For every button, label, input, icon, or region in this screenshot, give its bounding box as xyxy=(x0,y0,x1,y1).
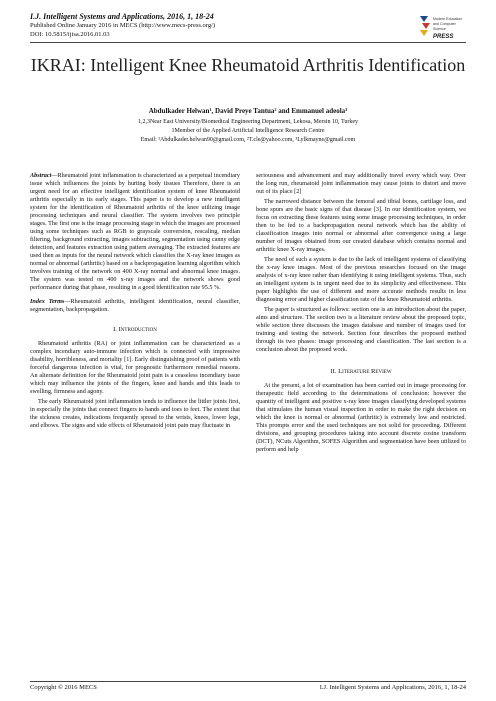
logo-text-3: Science xyxy=(433,27,446,31)
intro-heading: I. Introduction xyxy=(113,326,157,333)
abstract xyxy=(30,172,240,292)
doi-line[interactable]: DOI: 10.5815/ijisa.2016.01.03 xyxy=(30,31,110,38)
logo-text-1: Modern Education xyxy=(433,17,463,21)
abstract-label: Abstract xyxy=(30,172,52,179)
intro-paragraph-5: The need of such a system is due to the lack of intelligent systems of classifying the x-ray knee images. Most of the previous researches focused on the image analysis of x-ray knee rather than identifying it using intelligent systems. Thus, such an intelligent system is in urgent need due to its simplicity and effectiveness. This paper highlights the use of different and more accurate methods results in less diagnosing error and higher classification rate of the knee Rheumatoid arthritis. xyxy=(256,256,466,303)
intro-paragraph-4: The narrowed distance between the femoral and tibial bones, cartilage loss, and bone spurs are the basic signs of that disease [3]. In our identification system, we focus on extracting these features using some image processing techniques, in order then to be fed to a backpropagation neural network which has the ability of classification images into normal or abnormal after convergence using a large number of images obtained from our created database which contains normal and arthritic knee X-ray images. xyxy=(256,198,466,253)
affiliation-member: 1Member of the Applied Artificial Intelligence Research Centre xyxy=(171,128,325,134)
footer-rule xyxy=(30,681,466,682)
intro-paragraph-2: The early Rheumatoid joint inflammation tends to influence the littler joints first, in especially the joints that connect fingers to hands and toes to feet. The extent that the sickness creates, indications frequently spread to the wrists, knees, lower legs, and elbows. The signs and side effects of Rheumatoid joint pain may fluctuate in xyxy=(30,398,240,429)
intro-paragraph-6: The paper is structured as follows: section one is an introduction about the paper, aims and structure. The section two is a literature review about the proposed topic, while section three discusses the images database and number of images used for training and testing the network. Section four describes the proposed method through its two phases: image processing and classification. The last section is a conclusion about the proposed work. xyxy=(256,306,466,353)
journal-volume: 2016, 1, 18-24 xyxy=(167,12,214,21)
published-line[interactable]: Published Online January 2016 in MECS (http://www.mecs-press.org/) xyxy=(30,22,216,29)
literature-heading: II. Literature Review xyxy=(330,368,392,375)
journal-name: I.J. Intelligent Systems and Applications, xyxy=(30,12,166,21)
mecs-logo xyxy=(418,12,468,46)
logo-text-press: PRESS xyxy=(433,34,454,40)
header-rule xyxy=(30,42,466,43)
index-terms xyxy=(30,298,240,314)
index-terms-text: —Rheumatoid arthritis, intelligent identification, neural classifier, segmentation, backpropagation. xyxy=(30,298,240,313)
footer-copyright: Copyright © 2016 MECS xyxy=(30,684,97,691)
affiliation-dept: 1,2,3Near East University/Biomedical Engineering Department, Lekosa, Mersin 10, Turkey xyxy=(137,119,359,125)
authors: Abdulkader Helwan¹, David Preye Tantua² and Emmanuel adeola³ xyxy=(148,107,348,115)
paper-title: IKRAI: Intelligent Knee Rheumatoid Arthritis Identification xyxy=(30,55,466,75)
abstract-text: —Rheumatoid joint inflammation is characterized as a perpetual incendiary issue which influences the joints by hurting body tissues Therefore, there is an urgent need for an effective intelligent identification system of knee Rheumatoid arthritis especially in its early stages. This paper is to develop a new intelligent system for the identification of Rheumatoid arthritis of the knee utilizing image processing techniques and neural classifier. The system involves two principle stages. The first one is the image processing stage in which the images are processed using some techniques such as RGB to grayscale conversion, rescaling, median filtering, background extracting, images subtracting, segmentation using canny edge detection, and features extraction using pattern averaging. The extracted features are used then as inputs for the neural network which classifies the X-ray knee images as normal or abnormal (arthritic) based on a backpropagation learning algorithm which involves training of the network on 400 X-ray normal and abnormal knee images. The system was tested on 400 x-ray images and the network shows good performance during that phase, resulting in a good identification rate 95.5 %. xyxy=(30,172,240,291)
logo-text-2: and Computer xyxy=(433,22,456,26)
footer-citation: I.J. Intelligent Systems and Applications, 2016, 1, 18-24 xyxy=(319,684,466,691)
index-terms-label: Index Terms xyxy=(30,298,65,305)
literature-paragraph-1: At the present, a lot of examination has been carried out in image processing for therapeutic field according to the determinations of conclusion: however the quantity of intelligent and positive x-ray knee images classifying developed systems that stimulates the human visual inspection in order to make the right decision on which the knee is normal or abnormal (arthritic) is extremely low and restricted. This prompts error and the used techniques are not solid for proceeding. Different divisions, and grouping procedures taking into account discrete cosine transform (DCT), NCuts Algorithm, SOFES Algorithm and segmentation have been utilized to perform and help xyxy=(256,382,466,453)
right-column xyxy=(256,172,466,456)
journal-header xyxy=(30,12,390,39)
affiliation-email[interactable]: Email: ¹Abdulkader.helwan90@gmail.com, ²T.cle@yahoo.com, ³Lylkmayne@gmail.com xyxy=(140,137,356,143)
intro-paragraph-3: seriousness and advancement and may additionally travel every which way. Over the long run, rheumatoid joint inflammation may cause joints to distort and move out of its place [2] xyxy=(256,172,466,195)
left-column xyxy=(30,172,240,432)
intro-paragraph-1: Rheumatoid arthritis (RA) or joint inflammation can be characterized as a complex incendiary auto-immune infection which is connected with impressive disability, horribleness, and mortality [1]. Early distinguishing proof of patients with forceful dangerous infection is vital, for prognostic furthermore remedial reasons. An alternate definition for the Rheumatoid joint pain is a ceaseless incendiary issue which may influence the joints of the fingers, knee and hands and this leads to swelling, firmness and agony. xyxy=(30,340,240,395)
